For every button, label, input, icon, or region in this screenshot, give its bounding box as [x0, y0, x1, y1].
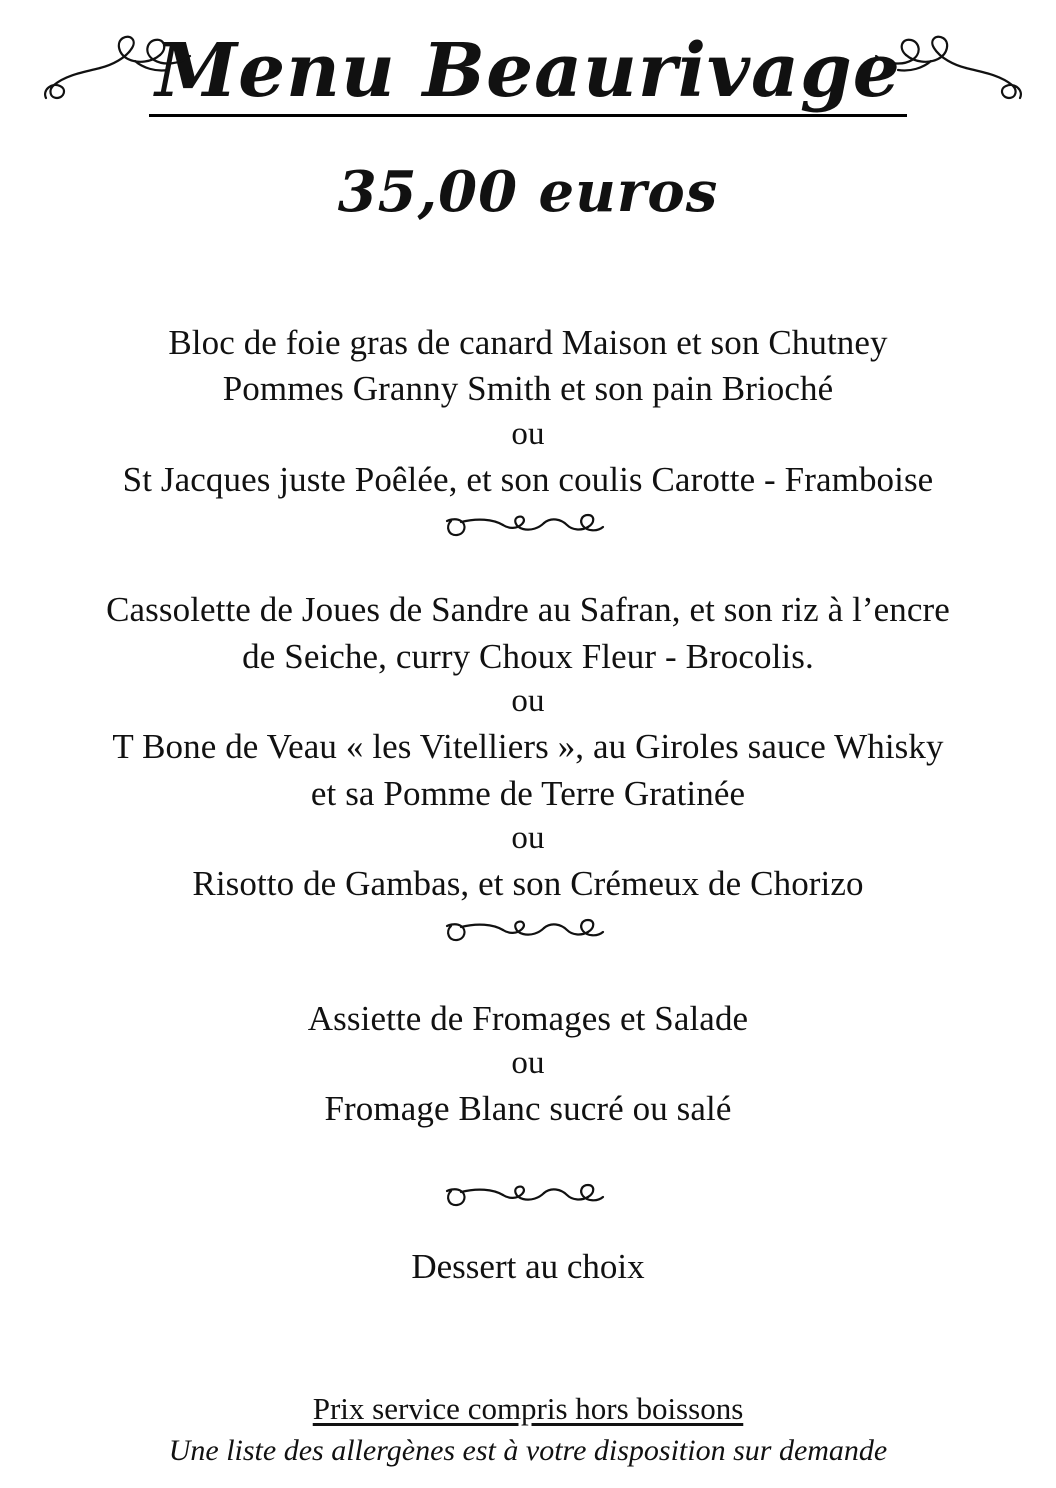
menu-courses	[30, 320, 1026, 1287]
course-line: Bloc de foie gras de canard Maison et son Chutney	[168, 322, 888, 362]
course-mains	[30, 587, 1026, 907]
menu-footer	[0, 1390, 1056, 1470]
course-cheese	[30, 996, 1026, 1133]
menu-price: 35,00 euros	[337, 159, 719, 225]
course-separator-word: ou	[511, 415, 545, 452]
course-line: et sa Pomme de Terre Gratinée	[310, 773, 746, 813]
course-line: Risotto de Gambas, et son Crémeux de Chorizo	[192, 864, 864, 904]
dessert-line: Dessert au choix	[411, 1246, 645, 1286]
swirl-divider-icon	[30, 505, 1026, 547]
footer-price-note: Prix service compris hors boissons	[312, 1391, 744, 1427]
footer-allergen-note: Une liste des allergènes est à votre disposition sur demande	[168, 1434, 888, 1467]
flourish-left-ornament-icon	[40, 28, 220, 108]
flourish-right-ornament-icon	[846, 28, 1026, 108]
course-line: de Seiche, curry Choux Fleur - Brocolis.	[242, 636, 814, 676]
course-line: Pommes Granny Smith et son pain Brioché	[222, 369, 834, 409]
course-starters	[30, 320, 1026, 504]
course-line: Cassolette de Joues de Sandre au Safran, et son riz à l’encre	[106, 590, 950, 630]
course-separator-word: ou	[511, 820, 545, 857]
course-separator-word: ou	[511, 683, 545, 720]
swirl-divider-icon	[30, 1175, 1026, 1217]
course-separator-word: ou	[511, 1045, 545, 1082]
swirl-divider-icon	[30, 910, 1026, 952]
course-line: Fromage Blanc sucré ou salé	[324, 1089, 732, 1129]
menu-header	[30, 10, 1026, 140]
page-title: Menu Beaurivage	[149, 34, 907, 117]
course-line: Assiette de Fromages et Salade	[307, 998, 749, 1038]
course-line: St Jacques juste Poêlée, et son coulis Carotte - Framboise	[122, 459, 934, 499]
course-line: T Bone de Veau « les Vitelliers », au Giroles sauce Whisky	[112, 727, 944, 767]
